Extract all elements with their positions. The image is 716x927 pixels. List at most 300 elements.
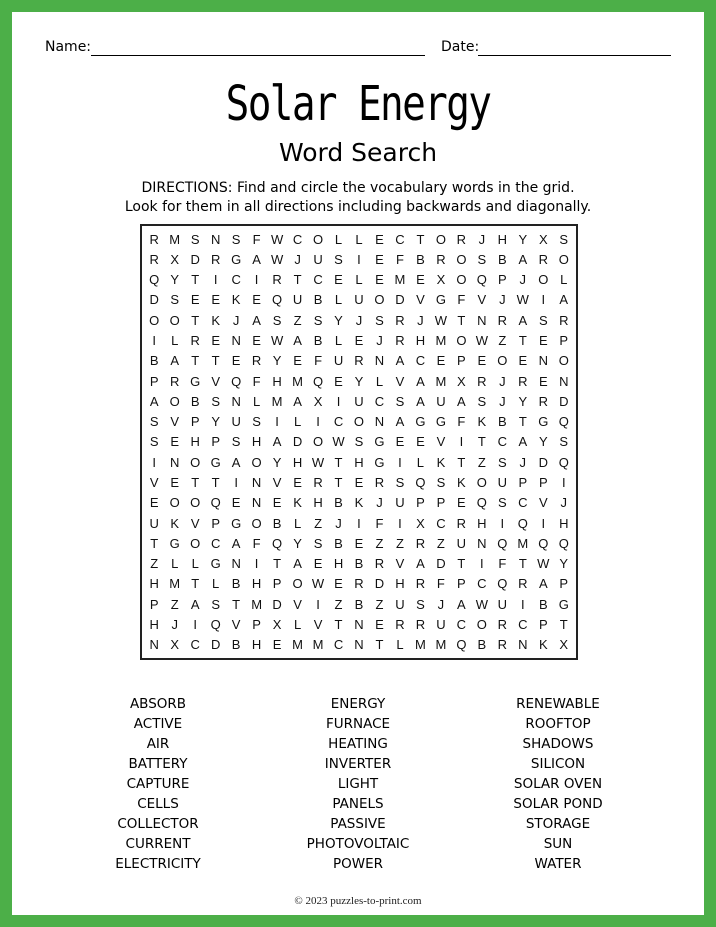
- grid-cell[interactable]: J: [499, 393, 506, 409]
- grid-cell[interactable]: H: [149, 576, 159, 592]
- grid-cell[interactable]: E: [354, 535, 364, 551]
- grid-cell[interactable]: W: [270, 251, 284, 267]
- grid-cell[interactable]: C: [313, 272, 323, 288]
- grid-cell[interactable]: N: [170, 454, 180, 470]
- grid-cell[interactable]: N: [538, 353, 548, 369]
- grid-cell[interactable]: S: [231, 231, 241, 247]
- grid-cell[interactable]: J: [171, 617, 178, 633]
- grid-cell[interactable]: Q: [149, 272, 160, 288]
- grid-cell[interactable]: C: [292, 231, 303, 247]
- grid-cell[interactable]: T: [191, 475, 200, 491]
- grid-cell[interactable]: D: [559, 393, 569, 409]
- grid-cell[interactable]: S: [231, 434, 241, 450]
- grid-cell[interactable]: O: [558, 251, 569, 267]
- grid-cell[interactable]: U: [497, 596, 508, 612]
- grid-cell[interactable]: L: [334, 292, 343, 308]
- grid-cell[interactable]: R: [251, 353, 262, 369]
- grid-cell[interactable]: L: [171, 333, 179, 349]
- grid-cell[interactable]: S: [497, 454, 507, 470]
- grid-cell[interactable]: V: [190, 515, 200, 531]
- grid-cell[interactable]: J: [519, 454, 527, 470]
- grid-cell[interactable]: O: [374, 292, 385, 308]
- grid-cell[interactable]: H: [333, 556, 344, 572]
- grid-cell[interactable]: K: [477, 414, 487, 430]
- grid-cell[interactable]: E: [354, 475, 364, 491]
- grid-cell[interactable]: S: [497, 495, 507, 511]
- grid-cell[interactable]: R: [415, 617, 426, 633]
- grid-cell[interactable]: T: [457, 454, 466, 470]
- grid-cell[interactable]: E: [170, 434, 180, 450]
- grid-cell[interactable]: S: [149, 414, 159, 430]
- grid-cell[interactable]: D: [374, 576, 385, 592]
- grid-cell[interactable]: Z: [314, 515, 323, 531]
- grid-cell[interactable]: I: [316, 596, 320, 612]
- grid-cell[interactable]: U: [333, 353, 344, 369]
- grid-cell[interactable]: E: [538, 333, 548, 349]
- grid-cell[interactable]: P: [211, 434, 220, 450]
- grid-cell[interactable]: Y: [559, 556, 569, 572]
- grid-cell[interactable]: Y: [272, 454, 282, 470]
- grid-cell[interactable]: Q: [538, 535, 549, 551]
- grid-cell[interactable]: T: [518, 556, 527, 572]
- grid-cell[interactable]: R: [538, 251, 548, 267]
- grid-cell[interactable]: Z: [170, 596, 179, 612]
- grid-cell[interactable]: L: [191, 556, 199, 572]
- grid-cell[interactable]: E: [334, 272, 343, 288]
- grid-cell[interactable]: I: [336, 393, 341, 409]
- grid-cell[interactable]: R: [395, 333, 405, 349]
- grid-cell[interactable]: S: [252, 414, 261, 430]
- grid-cell[interactable]: U: [313, 251, 323, 267]
- grid-cell[interactable]: G: [231, 515, 242, 531]
- grid-cell[interactable]: L: [171, 556, 179, 572]
- grid-cell[interactable]: V: [293, 596, 302, 612]
- grid-cell[interactable]: X: [313, 393, 323, 409]
- grid-cell[interactable]: E: [395, 434, 405, 450]
- grid-cell[interactable]: B: [334, 495, 343, 511]
- grid-cell[interactable]: R: [518, 576, 528, 592]
- grid-cell[interactable]: I: [480, 556, 484, 572]
- grid-cell[interactable]: B: [272, 515, 282, 531]
- grid-cell[interactable]: T: [334, 454, 343, 470]
- grid-cell[interactable]: U: [436, 393, 446, 409]
- grid-cell[interactable]: J: [499, 373, 506, 389]
- grid-cell[interactable]: E: [313, 556, 323, 572]
- grid-cell[interactable]: Y: [293, 535, 302, 551]
- grid-cell[interactable]: O: [149, 312, 160, 328]
- grid-cell[interactable]: Y: [518, 393, 528, 409]
- grid-cell[interactable]: R: [272, 272, 282, 288]
- grid-cell[interactable]: M: [394, 272, 406, 288]
- grid-cell[interactable]: S: [416, 596, 425, 612]
- grid-cell[interactable]: I: [398, 515, 402, 531]
- grid-cell[interactable]: R: [559, 312, 569, 328]
- grid-cell[interactable]: R: [436, 251, 446, 267]
- grid-cell[interactable]: A: [538, 576, 548, 592]
- grid-cell[interactable]: S: [190, 231, 200, 247]
- grid-cell[interactable]: F: [252, 231, 261, 247]
- grid-cell[interactable]: W: [270, 333, 284, 349]
- grid-cell[interactable]: D: [538, 454, 548, 470]
- grid-cell[interactable]: F: [252, 373, 261, 389]
- grid-cell[interactable]: N: [374, 414, 385, 430]
- grid-cell[interactable]: N: [354, 617, 364, 633]
- grid-cell[interactable]: R: [313, 475, 323, 491]
- grid-cell[interactable]: P: [272, 576, 282, 592]
- grid-cell[interactable]: O: [190, 454, 201, 470]
- grid-cell[interactable]: P: [149, 596, 159, 612]
- grid-cell[interactable]: G: [210, 556, 221, 572]
- grid-cell[interactable]: D: [292, 434, 303, 450]
- grid-cell[interactable]: Y: [170, 272, 180, 288]
- grid-cell[interactable]: V: [170, 414, 180, 430]
- grid-cell[interactable]: P: [149, 373, 159, 389]
- grid-cell[interactable]: B: [354, 556, 364, 572]
- grid-cell[interactable]: A: [416, 393, 425, 409]
- grid-cell[interactable]: Z: [395, 535, 404, 551]
- grid-cell[interactable]: O: [456, 251, 467, 267]
- grid-cell[interactable]: T: [457, 556, 466, 572]
- grid-cell[interactable]: M: [517, 535, 529, 551]
- grid-cell[interactable]: L: [293, 414, 302, 430]
- grid-cell[interactable]: Q: [558, 414, 569, 430]
- grid-cell[interactable]: Q: [517, 515, 528, 531]
- grid-cell[interactable]: O: [190, 495, 201, 511]
- grid-cell[interactable]: O: [538, 272, 549, 288]
- grid-cell[interactable]: U: [292, 292, 303, 308]
- grid-cell[interactable]: A: [518, 434, 528, 450]
- grid-cell[interactable]: S: [375, 312, 384, 328]
- grid-cell[interactable]: S: [354, 434, 364, 450]
- grid-cell[interactable]: X: [170, 637, 180, 653]
- grid-cell[interactable]: A: [293, 556, 302, 572]
- grid-cell[interactable]: T: [457, 312, 466, 328]
- grid-cell[interactable]: A: [457, 393, 466, 409]
- grid-cell[interactable]: F: [314, 353, 323, 369]
- grid-cell[interactable]: P: [518, 475, 528, 491]
- grid-cell[interactable]: V: [272, 475, 282, 491]
- grid-cell[interactable]: P: [211, 515, 220, 531]
- grid-cell[interactable]: E: [375, 272, 384, 288]
- grid-cell[interactable]: H: [313, 495, 323, 511]
- grid-cell[interactable]: A: [293, 393, 302, 409]
- grid-cell[interactable]: A: [457, 596, 466, 612]
- grid-cell[interactable]: L: [212, 576, 220, 592]
- grid-cell[interactable]: E: [416, 434, 425, 450]
- grid-cell[interactable]: U: [395, 495, 405, 511]
- grid-cell[interactable]: M: [435, 637, 447, 653]
- grid-cell[interactable]: E: [149, 495, 159, 511]
- grid-cell[interactable]: Q: [272, 292, 283, 308]
- grid-cell[interactable]: A: [272, 434, 282, 450]
- grid-cell[interactable]: A: [416, 556, 425, 572]
- grid-cell[interactable]: C: [374, 393, 385, 409]
- grid-cell[interactable]: X: [170, 251, 180, 267]
- grid-cell[interactable]: S: [149, 434, 159, 450]
- grid-cell[interactable]: N: [149, 637, 159, 653]
- grid-cell[interactable]: N: [477, 312, 487, 328]
- grid-cell[interactable]: R: [149, 251, 159, 267]
- grid-cell[interactable]: B: [190, 393, 200, 409]
- grid-cell[interactable]: R: [354, 353, 364, 369]
- grid-cell[interactable]: K: [170, 515, 180, 531]
- grid-cell[interactable]: E: [272, 637, 282, 653]
- grid-cell[interactable]: P: [538, 475, 548, 491]
- grid-cell[interactable]: V: [149, 475, 159, 491]
- grid-cell[interactable]: G: [374, 434, 385, 450]
- grid-cell[interactable]: Y: [211, 414, 220, 430]
- grid-cell[interactable]: I: [193, 617, 197, 633]
- grid-cell[interactable]: X: [559, 637, 569, 653]
- grid-cell[interactable]: I: [357, 251, 361, 267]
- grid-cell[interactable]: A: [170, 353, 180, 369]
- grid-cell[interactable]: N: [518, 637, 528, 653]
- grid-cell[interactable]: A: [231, 454, 241, 470]
- grid-cell[interactable]: O: [558, 353, 569, 369]
- grid-cell[interactable]: L: [560, 272, 568, 288]
- grid-cell[interactable]: I: [254, 556, 259, 572]
- grid-cell[interactable]: B: [354, 596, 364, 612]
- grid-cell[interactable]: O: [169, 495, 180, 511]
- grid-cell[interactable]: E: [272, 495, 282, 511]
- grid-cell[interactable]: Z: [150, 556, 159, 572]
- grid-cell[interactable]: R: [456, 231, 467, 247]
- grid-cell[interactable]: J: [519, 272, 527, 288]
- grid-cell[interactable]: R: [415, 576, 426, 592]
- grid-cell[interactable]: M: [271, 393, 283, 409]
- grid-cell[interactable]: B: [313, 292, 323, 308]
- grid-cell[interactable]: S: [211, 393, 220, 409]
- grid-cell[interactable]: S: [313, 312, 323, 328]
- grid-cell[interactable]: O: [169, 393, 180, 409]
- grid-cell[interactable]: T: [518, 414, 527, 430]
- grid-cell[interactable]: S: [272, 312, 282, 328]
- grid-cell[interactable]: H: [251, 434, 262, 450]
- grid-cell[interactable]: T: [191, 576, 200, 592]
- grid-cell[interactable]: A: [190, 596, 200, 612]
- grid-cell[interactable]: E: [231, 495, 241, 511]
- grid-cell[interactable]: N: [231, 556, 241, 572]
- grid-cell[interactable]: R: [149, 231, 159, 247]
- grid-cell[interactable]: Y: [538, 434, 548, 450]
- grid-cell[interactable]: K: [436, 454, 446, 470]
- grid-cell[interactable]: Q: [497, 535, 508, 551]
- grid-cell[interactable]: J: [499, 292, 506, 308]
- grid-cell[interactable]: Z: [477, 454, 486, 470]
- grid-cell[interactable]: K: [538, 637, 548, 653]
- grid-cell[interactable]: C: [333, 637, 344, 653]
- grid-cell[interactable]: U: [497, 475, 508, 491]
- grid-cell[interactable]: O: [312, 434, 324, 450]
- grid-cell[interactable]: T: [191, 353, 200, 369]
- grid-cell[interactable]: G: [558, 596, 569, 612]
- grid-cell[interactable]: J: [232, 312, 240, 328]
- grid-cell[interactable]: V: [231, 617, 241, 633]
- grid-cell[interactable]: C: [231, 272, 241, 288]
- grid-cell[interactable]: T: [232, 596, 241, 612]
- grid-cell[interactable]: O: [353, 414, 365, 430]
- grid-cell[interactable]: G: [538, 414, 549, 430]
- grid-cell[interactable]: T: [211, 353, 220, 369]
- grid-cell[interactable]: D: [210, 637, 221, 653]
- grid-cell[interactable]: B: [149, 353, 159, 369]
- grid-cell[interactable]: M: [169, 576, 181, 592]
- grid-cell[interactable]: H: [251, 637, 262, 653]
- grid-cell[interactable]: D: [272, 596, 282, 612]
- grid-cell[interactable]: I: [541, 515, 546, 531]
- grid-cell[interactable]: O: [190, 535, 201, 551]
- grid-cell[interactable]: E: [436, 353, 446, 369]
- grid-cell[interactable]: R: [374, 475, 385, 491]
- grid-cell[interactable]: Q: [558, 454, 569, 470]
- grid-cell[interactable]: O: [476, 475, 487, 491]
- grid-cell[interactable]: C: [497, 434, 508, 450]
- grid-cell[interactable]: H: [415, 333, 426, 349]
- date-line[interactable]: [478, 55, 671, 56]
- grid-cell[interactable]: R: [354, 576, 364, 592]
- grid-cell[interactable]: T: [273, 556, 282, 572]
- grid-cell[interactable]: C: [190, 637, 200, 653]
- grid-cell[interactable]: K: [293, 495, 302, 511]
- grid-cell[interactable]: B: [334, 535, 343, 551]
- grid-cell[interactable]: Z: [375, 596, 384, 612]
- grid-cell[interactable]: F: [498, 556, 507, 572]
- grid-cell[interactable]: M: [169, 231, 181, 247]
- grid-cell[interactable]: W: [475, 333, 488, 349]
- grid-cell[interactable]: S: [477, 251, 487, 267]
- grid-cell[interactable]: E: [416, 272, 425, 288]
- grid-cell[interactable]: E: [170, 475, 180, 491]
- grid-cell[interactable]: R: [170, 373, 180, 389]
- grid-cell[interactable]: J: [478, 231, 486, 247]
- grid-cell[interactable]: A: [293, 333, 302, 349]
- grid-cell[interactable]: O: [476, 617, 487, 633]
- grid-cell[interactable]: Q: [415, 475, 426, 491]
- grid-cell[interactable]: Q: [272, 535, 283, 551]
- grid-cell[interactable]: R: [518, 373, 528, 389]
- grid-cell[interactable]: A: [518, 312, 528, 328]
- grid-cell[interactable]: S: [395, 475, 405, 491]
- grid-cell[interactable]: B: [477, 637, 487, 653]
- grid-cell[interactable]: B: [497, 414, 507, 430]
- grid-cell[interactable]: E: [334, 576, 343, 592]
- grid-cell[interactable]: H: [354, 454, 364, 470]
- grid-cell[interactable]: Y: [518, 231, 528, 247]
- grid-cell[interactable]: O: [251, 454, 262, 470]
- grid-cell[interactable]: P: [436, 495, 446, 511]
- grid-cell[interactable]: I: [213, 272, 218, 288]
- grid-cell[interactable]: R: [374, 556, 385, 572]
- grid-cell[interactable]: L: [334, 231, 343, 247]
- grid-cell[interactable]: L: [355, 231, 363, 247]
- grid-cell[interactable]: N: [374, 353, 385, 369]
- grid-cell[interactable]: O: [251, 515, 262, 531]
- grid-cell[interactable]: P: [416, 495, 425, 511]
- grid-cell[interactable]: H: [251, 576, 262, 592]
- grid-cell[interactable]: H: [477, 515, 487, 531]
- grid-cell[interactable]: Q: [476, 495, 487, 511]
- grid-cell[interactable]: L: [416, 454, 425, 470]
- grid-cell[interactable]: V: [313, 617, 323, 633]
- grid-cell[interactable]: F: [457, 414, 466, 430]
- grid-cell[interactable]: U: [456, 535, 467, 551]
- grid-cell[interactable]: O: [456, 272, 467, 288]
- grid-cell[interactable]: M: [292, 373, 303, 389]
- grid-cell[interactable]: M: [435, 333, 447, 349]
- grid-cell[interactable]: U: [436, 617, 446, 633]
- grid-cell[interactable]: M: [415, 637, 426, 653]
- grid-cell[interactable]: T: [211, 475, 220, 491]
- grid-cell[interactable]: H: [395, 576, 405, 592]
- grid-cell[interactable]: W: [516, 292, 529, 308]
- grid-cell[interactable]: C: [210, 535, 221, 551]
- grid-cell[interactable]: Y: [272, 353, 282, 369]
- grid-cell[interactable]: O: [435, 231, 446, 247]
- grid-cell[interactable]: P: [559, 333, 569, 349]
- grid-cell[interactable]: R: [210, 251, 221, 267]
- grid-cell[interactable]: I: [357, 515, 361, 531]
- grid-cell[interactable]: E: [477, 353, 487, 369]
- grid-cell[interactable]: E: [375, 231, 384, 247]
- grid-cell[interactable]: E: [457, 495, 466, 511]
- grid-cell[interactable]: E: [211, 292, 220, 308]
- grid-cell[interactable]: Q: [231, 373, 242, 389]
- grid-cell[interactable]: V: [416, 292, 425, 308]
- grid-cell[interactable]: X: [538, 231, 548, 247]
- grid-cell[interactable]: A: [416, 373, 425, 389]
- grid-cell[interactable]: L: [293, 617, 302, 633]
- grid-cell[interactable]: Z: [498, 333, 507, 349]
- grid-cell[interactable]: J: [294, 251, 301, 267]
- grid-cell[interactable]: Q: [476, 272, 487, 288]
- grid-cell[interactable]: I: [254, 272, 259, 288]
- grid-cell[interactable]: B: [497, 251, 507, 267]
- grid-cell[interactable]: T: [293, 272, 302, 288]
- grid-cell[interactable]: Q: [456, 637, 467, 653]
- grid-cell[interactable]: A: [518, 251, 528, 267]
- grid-cell[interactable]: N: [251, 495, 262, 511]
- grid-cell[interactable]: X: [272, 617, 282, 633]
- grid-cell[interactable]: C: [518, 495, 528, 511]
- grid-cell[interactable]: E: [518, 353, 528, 369]
- grid-cell[interactable]: I: [541, 292, 546, 308]
- grid-cell[interactable]: F: [252, 535, 261, 551]
- grid-cell[interactable]: X: [436, 272, 446, 288]
- grid-cell[interactable]: S: [559, 231, 569, 247]
- grid-cell[interactable]: E: [211, 333, 220, 349]
- grid-cell[interactable]: O: [312, 231, 324, 247]
- grid-cell[interactable]: E: [252, 292, 261, 308]
- grid-cell[interactable]: W: [475, 596, 488, 612]
- grid-cell[interactable]: V: [477, 292, 487, 308]
- grid-cell[interactable]: J: [335, 515, 342, 531]
- grid-cell[interactable]: K: [457, 475, 466, 491]
- grid-cell[interactable]: N: [559, 373, 569, 389]
- grid-cell[interactable]: R: [395, 617, 405, 633]
- grid-cell[interactable]: S: [538, 312, 548, 328]
- grid-cell[interactable]: C: [415, 353, 426, 369]
- grid-cell[interactable]: I: [152, 454, 157, 470]
- grid-cell[interactable]: P: [559, 576, 569, 592]
- grid-cell[interactable]: T: [477, 434, 486, 450]
- grid-cell[interactable]: T: [375, 637, 384, 653]
- grid-cell[interactable]: T: [334, 617, 343, 633]
- grid-cell[interactable]: W: [311, 576, 325, 592]
- grid-cell[interactable]: A: [395, 353, 405, 369]
- grid-cell[interactable]: P: [497, 272, 507, 288]
- grid-cell[interactable]: F: [457, 292, 466, 308]
- grid-cell[interactable]: O: [169, 312, 180, 328]
